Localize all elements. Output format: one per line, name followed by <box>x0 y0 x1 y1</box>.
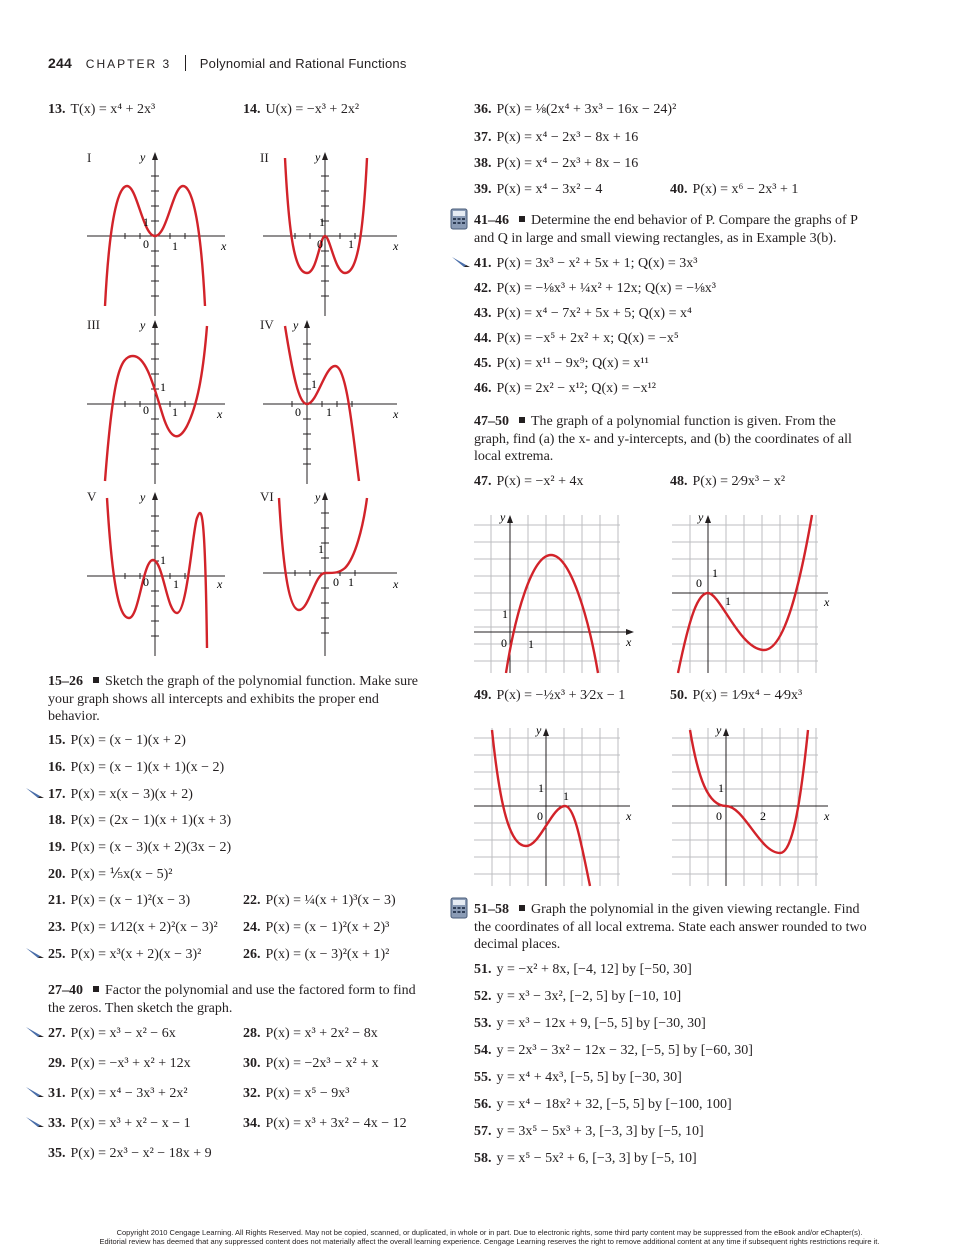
svg-text:x: x <box>217 407 223 421</box>
graph-50 <box>668 718 838 888</box>
problem-53: 53. y = x³ − 12x + 9, [−5, 5] by [−30, 30] <box>474 1016 706 1031</box>
graphing-calculator-icon <box>450 208 468 230</box>
pencil-icon <box>450 255 472 269</box>
problem-51: 51. y = −x² + 8x, [−4, 12] by [−50, 30] <box>474 962 692 977</box>
x-axis-label: x <box>221 239 227 253</box>
problem-24: 24. P(x) = (x − 1)²(x + 2)³ <box>243 920 390 935</box>
graph-label-IV: IV <box>260 317 274 332</box>
copyright-footer <box>0 1228 979 1246</box>
problem-54: 54. y = 2x³ − 3x² − 12x − 32, [−5, 5] by [−60, 30] <box>474 1043 753 1058</box>
square-bullet-icon <box>519 417 525 423</box>
problem-30: 30. P(x) = −2x³ − x² + x <box>243 1056 379 1071</box>
problem-50: 50. P(x) = 1⁄9x⁴ − 4⁄9x³ <box>670 688 803 703</box>
section-15-26-instructions: 15–26 Sketch the graph of the polynomial function. Make sure your graph shows all intercepts and exhibits the proper end behavior. <box>48 674 418 724</box>
section-27-40-instructions: 27–40 Factor the polynomial and use the factored form to find the zeros. Then sketch the graph. <box>48 983 416 1016</box>
svg-text:1: 1 <box>348 237 354 251</box>
svg-text:1: 1 <box>712 566 718 580</box>
problem-31: 31. P(x) = x⁴ − 3x³ + 2x² <box>48 1086 188 1101</box>
svg-text:0: 0 <box>333 575 339 589</box>
graph-VI <box>255 488 415 658</box>
y-axis-label: y <box>140 150 146 164</box>
svg-text:x: x <box>393 407 399 421</box>
problem-22: 22. P(x) = ¼(x + 1)³(x − 3) <box>243 893 396 908</box>
svg-text:y: y <box>716 723 722 737</box>
copyright-line-2: Editorial review has deemed that any suppressed content does not materially affect the overall learning experience. Cengage Learning reserves the right to remove additional content at any time if subsequent rights restrictions require it. <box>99 1237 880 1246</box>
problem-19: 19. P(x) = (x − 3)(x + 2)(3x − 2) <box>48 840 232 855</box>
problem-21: 21. P(x) = (x − 1)²(x − 3) <box>48 893 191 908</box>
problem-49: 49. P(x) = −½x³ + 3⁄2x − 1 <box>474 688 626 703</box>
problem-47: 47. P(x) = −x² + 4x <box>474 474 584 489</box>
problem-13: 13. T(x) = x⁴ + 2x³ <box>48 102 156 117</box>
problem-35: 35. P(x) = 2x³ − x² − 18x + 9 <box>48 1146 212 1161</box>
problem-45: 45. P(x) = x¹¹ − 9x⁹; Q(x) = x¹¹ <box>474 356 649 371</box>
graph-label-II: II <box>260 150 269 165</box>
header-divider <box>185 55 186 71</box>
svg-text:1: 1 <box>160 380 166 394</box>
svg-text:y: y <box>140 490 146 504</box>
svg-text:1: 1 <box>718 781 724 795</box>
graph-label-III: III <box>87 317 100 332</box>
svg-text:1: 1 <box>319 215 325 229</box>
svg-text:1: 1 <box>160 553 166 567</box>
svg-text:y: y <box>698 510 704 524</box>
problem-55: 55. y = x⁴ + 4x³, [−5, 5] by [−30, 30] <box>474 1070 682 1085</box>
svg-text:y: y <box>536 723 542 737</box>
graph-47 <box>470 505 640 675</box>
problem-41: 41. P(x) = 3x³ − x² + 5x + 1; Q(x) = 3x³ <box>474 256 698 271</box>
graph-V <box>85 488 245 658</box>
svg-text:1: 1 <box>502 607 508 621</box>
svg-text:1: 1 <box>172 239 178 253</box>
problem-37: 37. P(x) = x⁴ − 2x³ − 8x + 16 <box>474 130 639 145</box>
graph-label-VI: VI <box>260 489 274 504</box>
problem-56: 56. y = x⁴ − 18x² + 32, [−5, 5] by [−100, 100] <box>474 1097 732 1112</box>
section-51-58-instructions: 51–58 Graph the polynomial in the given viewing rectangle. Find the coordinates of all local extrema. State each answer rounded to two decimal places. <box>474 902 867 952</box>
svg-text:1: 1 <box>326 405 332 419</box>
svg-text:0: 0 <box>501 636 507 650</box>
problem-17: 17. P(x) = x(x − 3)(x + 2) <box>48 787 193 802</box>
svg-text:0: 0 <box>143 237 149 251</box>
graph-III <box>85 316 245 486</box>
pencil-icon <box>24 1025 46 1039</box>
graph-I <box>85 148 245 318</box>
problem-25: 25. P(x) = x³(x + 2)(x − 3)² <box>48 947 202 962</box>
problem-16: 16. P(x) = (x − 1)(x + 1)(x − 2) <box>48 760 225 775</box>
problem-32: 32. P(x) = x⁵ − 9x³ <box>243 1086 350 1101</box>
problem-46: 46. P(x) = 2x² − x¹²; Q(x) = −x¹² <box>474 381 657 396</box>
svg-text:y: y <box>315 150 321 164</box>
svg-text:x: x <box>626 635 632 649</box>
svg-text:1: 1 <box>311 377 317 391</box>
problem-38: 38. P(x) = x⁴ − 2x³ + 8x − 16 <box>474 156 639 171</box>
svg-text:1: 1 <box>725 594 731 608</box>
svg-text:0: 0 <box>317 237 323 251</box>
svg-text:1: 1 <box>528 637 534 651</box>
problem-40: 40. P(x) = x⁶ − 2x³ + 1 <box>670 182 799 197</box>
problem-43: 43. P(x) = x⁴ − 7x² + 5x + 5; Q(x) = x⁴ <box>474 306 692 321</box>
section-41-46-instructions: 41–46 Determine the end behavior of P. Compare the graphs of P and Q in large and small viewing rectangles, as in Example 3(b). <box>474 213 858 246</box>
graph-IV <box>255 316 415 486</box>
problem-48: 48. P(x) = 2⁄9x³ − x² <box>670 474 786 489</box>
square-bullet-icon <box>93 677 99 683</box>
svg-text:0: 0 <box>143 403 149 417</box>
square-bullet-icon <box>93 986 99 992</box>
svg-text:0: 0 <box>537 809 543 823</box>
problem-20: 20. P(x) = ⅕x(x − 5)² <box>48 867 173 882</box>
svg-text:1: 1 <box>143 215 149 229</box>
graph-II <box>255 148 415 318</box>
pencil-icon <box>24 786 46 800</box>
svg-text:x: x <box>393 577 399 591</box>
svg-text:y: y <box>315 490 321 504</box>
problem-18: 18. P(x) = (2x − 1)(x + 1)(x + 3) <box>48 813 232 828</box>
problem-33: 33. P(x) = x³ + x² − x − 1 <box>48 1116 191 1131</box>
svg-text:2: 2 <box>760 809 766 823</box>
svg-text:1: 1 <box>348 575 354 589</box>
problem-23: 23. P(x) = 1⁄12(x + 2)²(x − 3)² <box>48 920 218 935</box>
graphing-calculator-icon <box>450 897 468 919</box>
problem-29: 29. P(x) = −x³ + x² + 12x <box>48 1056 191 1071</box>
pencil-icon <box>24 1115 46 1129</box>
problem-27: 27. P(x) = x³ − x² − 6x <box>48 1026 176 1041</box>
pencil-icon <box>24 1085 46 1099</box>
svg-text:x: x <box>217 577 223 591</box>
svg-text:0: 0 <box>143 575 149 589</box>
copyright-line-1: Copyright 2010 Cengage Learning. All Rights Reserved. May not be copied, scanned, or duplicated, in whole or in part. Due to electronic rights, some third party content may be suppressed from the eBook and/or eChapter(s). <box>116 1228 863 1237</box>
svg-text:0: 0 <box>295 405 301 419</box>
svg-text:1: 1 <box>563 789 569 803</box>
problem-34: 34. P(x) = x³ + 3x² − 4x − 12 <box>243 1116 407 1131</box>
svg-text:y: y <box>140 318 146 332</box>
square-bullet-icon <box>519 216 525 222</box>
chapter-title: Polynomial and Rational Functions <box>199 56 407 71</box>
chapter-label: CHAPTER 3 <box>85 57 172 71</box>
problem-58: 58. y = x⁵ − 5x² + 6, [−3, 3] by [−5, 10] <box>474 1151 697 1166</box>
problem-42: 42. P(x) = −⅛x³ + ¼x² + 12x; Q(x) = −⅛x³ <box>474 281 716 296</box>
svg-text:x: x <box>393 239 399 253</box>
graph-49 <box>470 718 640 888</box>
svg-text:x: x <box>626 809 632 823</box>
problem-14: 14. U(x) = −x³ + 2x² <box>243 102 360 117</box>
graph-48 <box>668 505 838 675</box>
problem-36: 36. P(x) = ⅛(2x⁴ + 3x³ − 16x − 24)² <box>474 102 677 117</box>
problem-44: 44. P(x) = −x⁵ + 2x² + x; Q(x) = −x⁵ <box>474 331 679 346</box>
svg-text:y: y <box>500 510 506 524</box>
svg-text:x: x <box>824 595 830 609</box>
problem-57: 57. y = 3x⁵ − 5x³ + 3, [−3, 3] by [−5, 10] <box>474 1124 704 1139</box>
running-header <box>48 55 407 71</box>
pencil-icon <box>24 946 46 960</box>
svg-text:1: 1 <box>538 781 544 795</box>
svg-text:1: 1 <box>173 577 179 591</box>
svg-text:y: y <box>293 318 299 332</box>
page-number: 244 <box>48 55 72 71</box>
problem-52: 52. y = x³ − 3x², [−2, 5] by [−10, 10] <box>474 989 682 1004</box>
problem-39: 39. P(x) = x⁴ − 3x² − 4 <box>474 182 603 197</box>
svg-text:x: x <box>824 809 830 823</box>
svg-text:1: 1 <box>172 405 178 419</box>
square-bullet-icon <box>519 905 525 911</box>
problem-15: 15. P(x) = (x − 1)(x + 2) <box>48 733 186 748</box>
problem-26: 26. P(x) = (x − 3)²(x + 1)² <box>243 947 390 962</box>
section-47-50-instructions: 47–50 The graph of a polynomial function is given. From the graph, find (a) the x- and y-intercepts, and (b) the coordinates of all local extrema. <box>474 414 852 464</box>
graph-label-I: I <box>87 150 92 165</box>
svg-text:0: 0 <box>696 576 702 590</box>
problem-28: 28. P(x) = x³ + 2x² − 8x <box>243 1026 378 1041</box>
svg-text:1: 1 <box>318 542 324 556</box>
graph-label-V: V <box>87 489 97 504</box>
svg-text:0: 0 <box>716 809 722 823</box>
